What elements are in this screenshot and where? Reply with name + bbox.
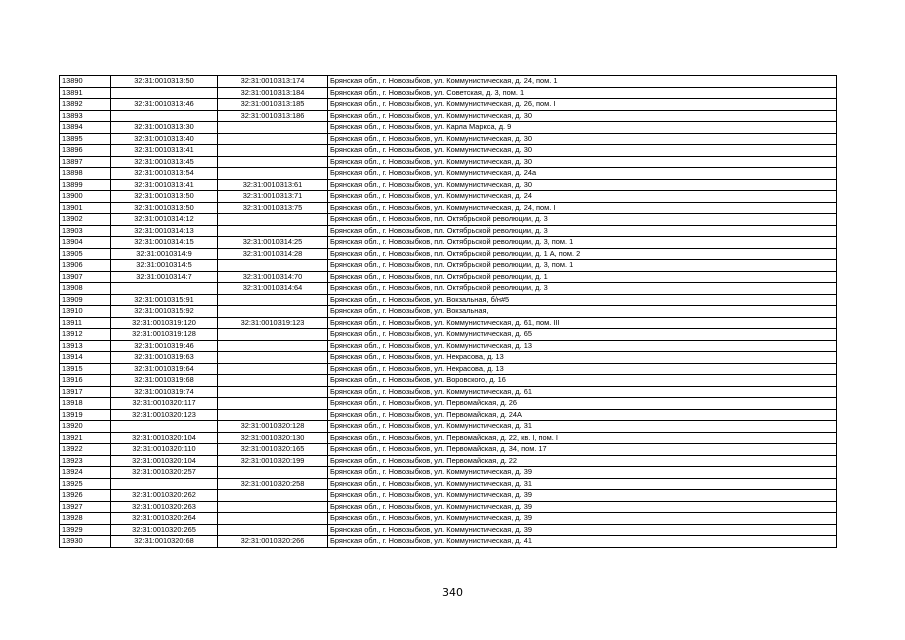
address-cell: Брянская обл., г. Новозыбков, ул. Первомайская, д. 26: [328, 398, 837, 410]
record-number-cell: 13929: [60, 524, 111, 536]
address-cell: Брянская обл., г. Новозыбков, пл. Октябрьской революции, д. 1: [328, 271, 837, 283]
address-cell: Брянская обл., г. Новозыбков, пл. Октябрьской революции, д. 3: [328, 225, 837, 237]
record-number-cell: 13911: [60, 317, 111, 329]
cadastral-number-cell: 32:31:0010320:264: [111, 513, 218, 525]
address-cell: Брянская обл., г. Новозыбков, ул. Коммунистическая, д. 24: [328, 191, 837, 203]
cadastral-number-cell: 32:31:0010314:13: [111, 225, 218, 237]
table-row: [60, 421, 837, 433]
property-registry-table: [59, 75, 837, 548]
cadastral-number-cell: [111, 110, 218, 122]
table-row: [60, 145, 837, 157]
cadastral-number-cell: 32:31:0010320:262: [111, 490, 218, 502]
record-number-cell: 13923: [60, 455, 111, 467]
address-cell: Брянская обл., г. Новозыбков, ул. Коммунистическая, д. 24, пом. 1: [328, 76, 837, 88]
table-row: [60, 501, 837, 513]
address-cell: Брянская обл., г. Новозыбков, ул. Воровского, д. 16: [328, 375, 837, 387]
table-row: [60, 490, 837, 502]
cadastral-number-cell: [111, 421, 218, 433]
related-cadastral-number-cell: 32:31:0010313:75: [218, 202, 328, 214]
record-number-cell: 13900: [60, 191, 111, 203]
address-cell: Брянская обл., г. Новозыбков, ул. Коммунистическая, д. 30: [328, 156, 837, 168]
table-row: [60, 363, 837, 375]
address-cell: Брянская обл., г. Новозыбков, ул. Коммунистическая, д. 39: [328, 501, 837, 513]
related-cadastral-number-cell: [218, 214, 328, 226]
cadastral-number-cell: 32:31:0010320:110: [111, 444, 218, 456]
cadastral-number-cell: 32:31:0010313:40: [111, 133, 218, 145]
table-row: [60, 329, 837, 341]
cadastral-number-cell: 32:31:0010313:46: [111, 99, 218, 111]
related-cadastral-number-cell: 32:31:0010314:64: [218, 283, 328, 295]
address-cell: Брянская обл., г. Новозыбков, ул. Коммунистическая, д. 65: [328, 329, 837, 341]
address-cell: Брянская обл., г. Новозыбков, ул. Коммунистическая, д. 24, пом. I: [328, 202, 837, 214]
table-row: [60, 432, 837, 444]
record-number-cell: 13904: [60, 237, 111, 249]
record-number-cell: 13890: [60, 76, 111, 88]
address-cell: Брянская обл., г. Новозыбков, ул. Коммунистическая, д. 31: [328, 421, 837, 433]
record-number-cell: 13927: [60, 501, 111, 513]
related-cadastral-number-cell: 32:31:0010320:258: [218, 478, 328, 490]
cadastral-number-cell: 32:31:0010319:128: [111, 329, 218, 341]
cadastral-number-cell: 32:31:0010313:41: [111, 179, 218, 191]
record-number-cell: 13899: [60, 179, 111, 191]
page-number: 340: [442, 586, 463, 599]
related-cadastral-number-cell: [218, 329, 328, 341]
related-cadastral-number-cell: [218, 513, 328, 525]
table-row: [60, 536, 837, 548]
address-cell: Брянская обл., г. Новозыбков, ул. Первомайская, д. 22, кв. I, пом. I: [328, 432, 837, 444]
related-cadastral-number-cell: 32:31:0010313:61: [218, 179, 328, 191]
record-number-cell: 13924: [60, 467, 111, 479]
address-cell: Брянская обл., г. Новозыбков, ул. Коммунистическая, д. 39: [328, 467, 837, 479]
related-cadastral-number-cell: [218, 490, 328, 502]
related-cadastral-number-cell: [218, 294, 328, 306]
related-cadastral-number-cell: 32:31:0010313:174: [218, 76, 328, 88]
cadastral-number-cell: 32:31:0010314:5: [111, 260, 218, 272]
record-number-cell: 13891: [60, 87, 111, 99]
table-row: [60, 317, 837, 329]
address-cell: Брянская обл., г. Новозыбков, ул. Коммунистическая, д. 31: [328, 478, 837, 490]
record-number-cell: 13910: [60, 306, 111, 318]
record-number-cell: 13896: [60, 145, 111, 157]
record-number-cell: 13922: [60, 444, 111, 456]
cadastral-number-cell: 32:31:0010315:91: [111, 294, 218, 306]
related-cadastral-number-cell: [218, 122, 328, 134]
address-cell: Брянская обл., г. Новозыбков, ул. Коммунистическая, д. 39: [328, 513, 837, 525]
address-cell: Брянская обл., г. Новозыбков, ул. Вокзальная,: [328, 306, 837, 318]
related-cadastral-number-cell: 32:31:0010320:128: [218, 421, 328, 433]
record-number-cell: 13919: [60, 409, 111, 421]
record-number-cell: 13921: [60, 432, 111, 444]
table-row: [60, 133, 837, 145]
record-number-cell: 13909: [60, 294, 111, 306]
table-row: [60, 76, 837, 88]
related-cadastral-number-cell: [218, 156, 328, 168]
record-number-cell: 13903: [60, 225, 111, 237]
related-cadastral-number-cell: [218, 409, 328, 421]
cadastral-number-cell: 32:31:0010314:12: [111, 214, 218, 226]
cadastral-number-cell: 32:31:0010320:123: [111, 409, 218, 421]
address-cell: Брянская обл., г. Новозыбков, ул. Коммунистическая, д. 30: [328, 133, 837, 145]
record-number-cell: 13892: [60, 99, 111, 111]
cadastral-number-cell: 32:31:0010315:92: [111, 306, 218, 318]
record-number-cell: 13916: [60, 375, 111, 387]
address-cell: Брянская обл., г. Новозыбков, ул. Советская, д. 3, пом. 1: [328, 87, 837, 99]
related-cadastral-number-cell: 32:31:0010313:186: [218, 110, 328, 122]
related-cadastral-number-cell: 32:31:0010320:199: [218, 455, 328, 467]
record-number-cell: 13917: [60, 386, 111, 398]
address-cell: Брянская обл., г. Новозыбков, ул. Коммунистическая, д. 13: [328, 340, 837, 352]
table-row: [60, 386, 837, 398]
table-row: [60, 352, 837, 364]
address-cell: Брянская обл., г. Новозыбков, ул. Некрасова, д. 13: [328, 363, 837, 375]
related-cadastral-number-cell: [218, 386, 328, 398]
record-number-cell: 13902: [60, 214, 111, 226]
registry-table-body: [60, 76, 837, 548]
record-number-cell: 13906: [60, 260, 111, 272]
related-cadastral-number-cell: [218, 145, 328, 157]
table-row: [60, 237, 837, 249]
related-cadastral-number-cell: [218, 168, 328, 180]
cadastral-number-cell: 32:31:0010313:45: [111, 156, 218, 168]
table-row: [60, 398, 837, 410]
record-number-cell: 13928: [60, 513, 111, 525]
related-cadastral-number-cell: [218, 225, 328, 237]
address-cell: Брянская обл., г. Новозыбков, ул. Коммунистическая, д. 30: [328, 145, 837, 157]
address-cell: Брянская обл., г. Новозыбков, ул. Коммунистическая, д. 61: [328, 386, 837, 398]
cadastral-number-cell: 32:31:0010320:68: [111, 536, 218, 548]
cadastral-number-cell: 32:31:0010319:120: [111, 317, 218, 329]
cadastral-number-cell: 32:31:0010313:54: [111, 168, 218, 180]
table-row: [60, 122, 837, 134]
related-cadastral-number-cell: [218, 352, 328, 364]
table-row: [60, 271, 837, 283]
record-number-cell: 13912: [60, 329, 111, 341]
table-row: [60, 409, 837, 421]
address-cell: Брянская обл., г. Новозыбков, ул. Карла Маркса, д. 9: [328, 122, 837, 134]
cadastral-number-cell: 32:31:0010319:46: [111, 340, 218, 352]
table-row: [60, 294, 837, 306]
registry-sheet: [59, 75, 837, 548]
address-cell: Брянская обл., г. Новозыбков, пл. Октябрьской революции, д. 3: [328, 283, 837, 295]
related-cadastral-number-cell: [218, 524, 328, 536]
related-cadastral-number-cell: 32:31:0010313:184: [218, 87, 328, 99]
cadastral-number-cell: 32:31:0010314:9: [111, 248, 218, 260]
related-cadastral-number-cell: [218, 260, 328, 272]
related-cadastral-number-cell: [218, 467, 328, 479]
address-cell: Брянская обл., г. Новозыбков, ул. Коммунистическая, д. 39: [328, 490, 837, 502]
address-cell: Брянская обл., г. Новозыбков, ул. Коммунистическая, д. 41: [328, 536, 837, 548]
related-cadastral-number-cell: [218, 306, 328, 318]
related-cadastral-number-cell: [218, 340, 328, 352]
record-number-cell: 13913: [60, 340, 111, 352]
cadastral-number-cell: 32:31:0010313:30: [111, 122, 218, 134]
table-row: [60, 444, 837, 456]
cadastral-number-cell: 32:31:0010320:257: [111, 467, 218, 479]
record-number-cell: 13925: [60, 478, 111, 490]
related-cadastral-number-cell: [218, 133, 328, 145]
table-row: [60, 306, 837, 318]
record-number-cell: 13930: [60, 536, 111, 548]
address-cell: Брянская обл., г. Новозыбков, пл. Октябрьской революции, д. 3, пом. 1: [328, 260, 837, 272]
cadastral-number-cell: 32:31:0010320:117: [111, 398, 218, 410]
record-number-cell: 13918: [60, 398, 111, 410]
table-row: [60, 248, 837, 260]
cadastral-number-cell: 32:31:0010319:68: [111, 375, 218, 387]
table-row: [60, 513, 837, 525]
table-row: [60, 87, 837, 99]
table-row: [60, 283, 837, 295]
cadastral-number-cell: 32:31:0010313:50: [111, 191, 218, 203]
record-number-cell: 13907: [60, 271, 111, 283]
table-row: [60, 191, 837, 203]
address-cell: Брянская обл., г. Новозыбков, ул. Вокзальная, б/н#5: [328, 294, 837, 306]
cadastral-number-cell: [111, 87, 218, 99]
related-cadastral-number-cell: [218, 375, 328, 387]
record-number-cell: 13901: [60, 202, 111, 214]
table-row: [60, 179, 837, 191]
address-cell: Брянская обл., г. Новозыбков, ул. Некрасова, д. 13: [328, 352, 837, 364]
address-cell: Брянская обл., г. Новозыбков, ул. Первомайская, д. 22: [328, 455, 837, 467]
record-number-cell: 13915: [60, 363, 111, 375]
cadastral-number-cell: 32:31:0010320:104: [111, 455, 218, 467]
record-number-cell: 13908: [60, 283, 111, 295]
address-cell: Брянская обл., г. Новозыбков, ул. Коммунистическая, д. 30: [328, 179, 837, 191]
cadastral-number-cell: 32:31:0010319:74: [111, 386, 218, 398]
address-cell: Брянская обл., г. Новозыбков, ул. Первомайская, д. 34, пом. 17: [328, 444, 837, 456]
address-cell: Брянская обл., г. Новозыбков, ул. Коммунистическая, д. 39: [328, 524, 837, 536]
address-cell: Брянская обл., г. Новозыбков, пл. Октябрьской революции, д. 3: [328, 214, 837, 226]
related-cadastral-number-cell: 32:31:0010313:71: [218, 191, 328, 203]
cadastral-number-cell: 32:31:0010313:41: [111, 145, 218, 157]
table-row: [60, 99, 837, 111]
table-row: [60, 524, 837, 536]
record-number-cell: 13926: [60, 490, 111, 502]
related-cadastral-number-cell: 32:31:0010314:25: [218, 237, 328, 249]
address-cell: Брянская обл., г. Новозыбков, пл. Октябрьской революции, д. 3, пом. 1: [328, 237, 837, 249]
cadastral-number-cell: 32:31:0010320:104: [111, 432, 218, 444]
table-row: [60, 225, 837, 237]
table-row: [60, 202, 837, 214]
related-cadastral-number-cell: 32:31:0010320:130: [218, 432, 328, 444]
cadastral-number-cell: 32:31:0010314:7: [111, 271, 218, 283]
cadastral-number-cell: 32:31:0010313:50: [111, 76, 218, 88]
address-cell: Брянская обл., г. Новозыбков, ул. Коммунистическая, д. 24а: [328, 168, 837, 180]
table-row: [60, 467, 837, 479]
related-cadastral-number-cell: [218, 501, 328, 513]
cadastral-number-cell: 32:31:0010319:63: [111, 352, 218, 364]
table-row: [60, 340, 837, 352]
table-row: [60, 156, 837, 168]
cadastral-number-cell: 32:31:0010319:64: [111, 363, 218, 375]
cadastral-number-cell: 32:31:0010314:15: [111, 237, 218, 249]
record-number-cell: 13914: [60, 352, 111, 364]
cadastral-number-cell: 32:31:0010320:263: [111, 501, 218, 513]
table-row: [60, 260, 837, 272]
related-cadastral-number-cell: 32:31:0010313:185: [218, 99, 328, 111]
record-number-cell: 13898: [60, 168, 111, 180]
table-row: [60, 168, 837, 180]
cadastral-number-cell: 32:31:0010320:265: [111, 524, 218, 536]
address-cell: Брянская обл., г. Новозыбков, ул. Коммунистическая, д. 30: [328, 110, 837, 122]
record-number-cell: 13894: [60, 122, 111, 134]
related-cadastral-number-cell: 32:31:0010319:123: [218, 317, 328, 329]
related-cadastral-number-cell: 32:31:0010314:70: [218, 271, 328, 283]
record-number-cell: 13920: [60, 421, 111, 433]
related-cadastral-number-cell: 32:31:0010314:28: [218, 248, 328, 260]
address-cell: Брянская обл., г. Новозыбков, ул. Коммунистическая, д. 61, пом. III: [328, 317, 837, 329]
related-cadastral-number-cell: [218, 363, 328, 375]
record-number-cell: 13905: [60, 248, 111, 260]
related-cadastral-number-cell: [218, 398, 328, 410]
cadastral-number-cell: 32:31:0010313:50: [111, 202, 218, 214]
table-row: [60, 214, 837, 226]
cadastral-number-cell: [111, 283, 218, 295]
address-cell: Брянская обл., г. Новозыбков, пл. Октябрьской революции, д. 1 А, пом. 2: [328, 248, 837, 260]
table-row: [60, 455, 837, 467]
table-row: [60, 478, 837, 490]
record-number-cell: 13893: [60, 110, 111, 122]
table-row: [60, 110, 837, 122]
address-cell: Брянская обл., г. Новозыбков, ул. Первомайская, д. 24А: [328, 409, 837, 421]
record-number-cell: 13897: [60, 156, 111, 168]
address-cell: Брянская обл., г. Новозыбков, ул. Коммунистическая, д. 26, пом. I: [328, 99, 837, 111]
cadastral-number-cell: [111, 478, 218, 490]
table-row: [60, 375, 837, 387]
related-cadastral-number-cell: 32:31:0010320:165: [218, 444, 328, 456]
record-number-cell: 13895: [60, 133, 111, 145]
related-cadastral-number-cell: 32:31:0010320:266: [218, 536, 328, 548]
